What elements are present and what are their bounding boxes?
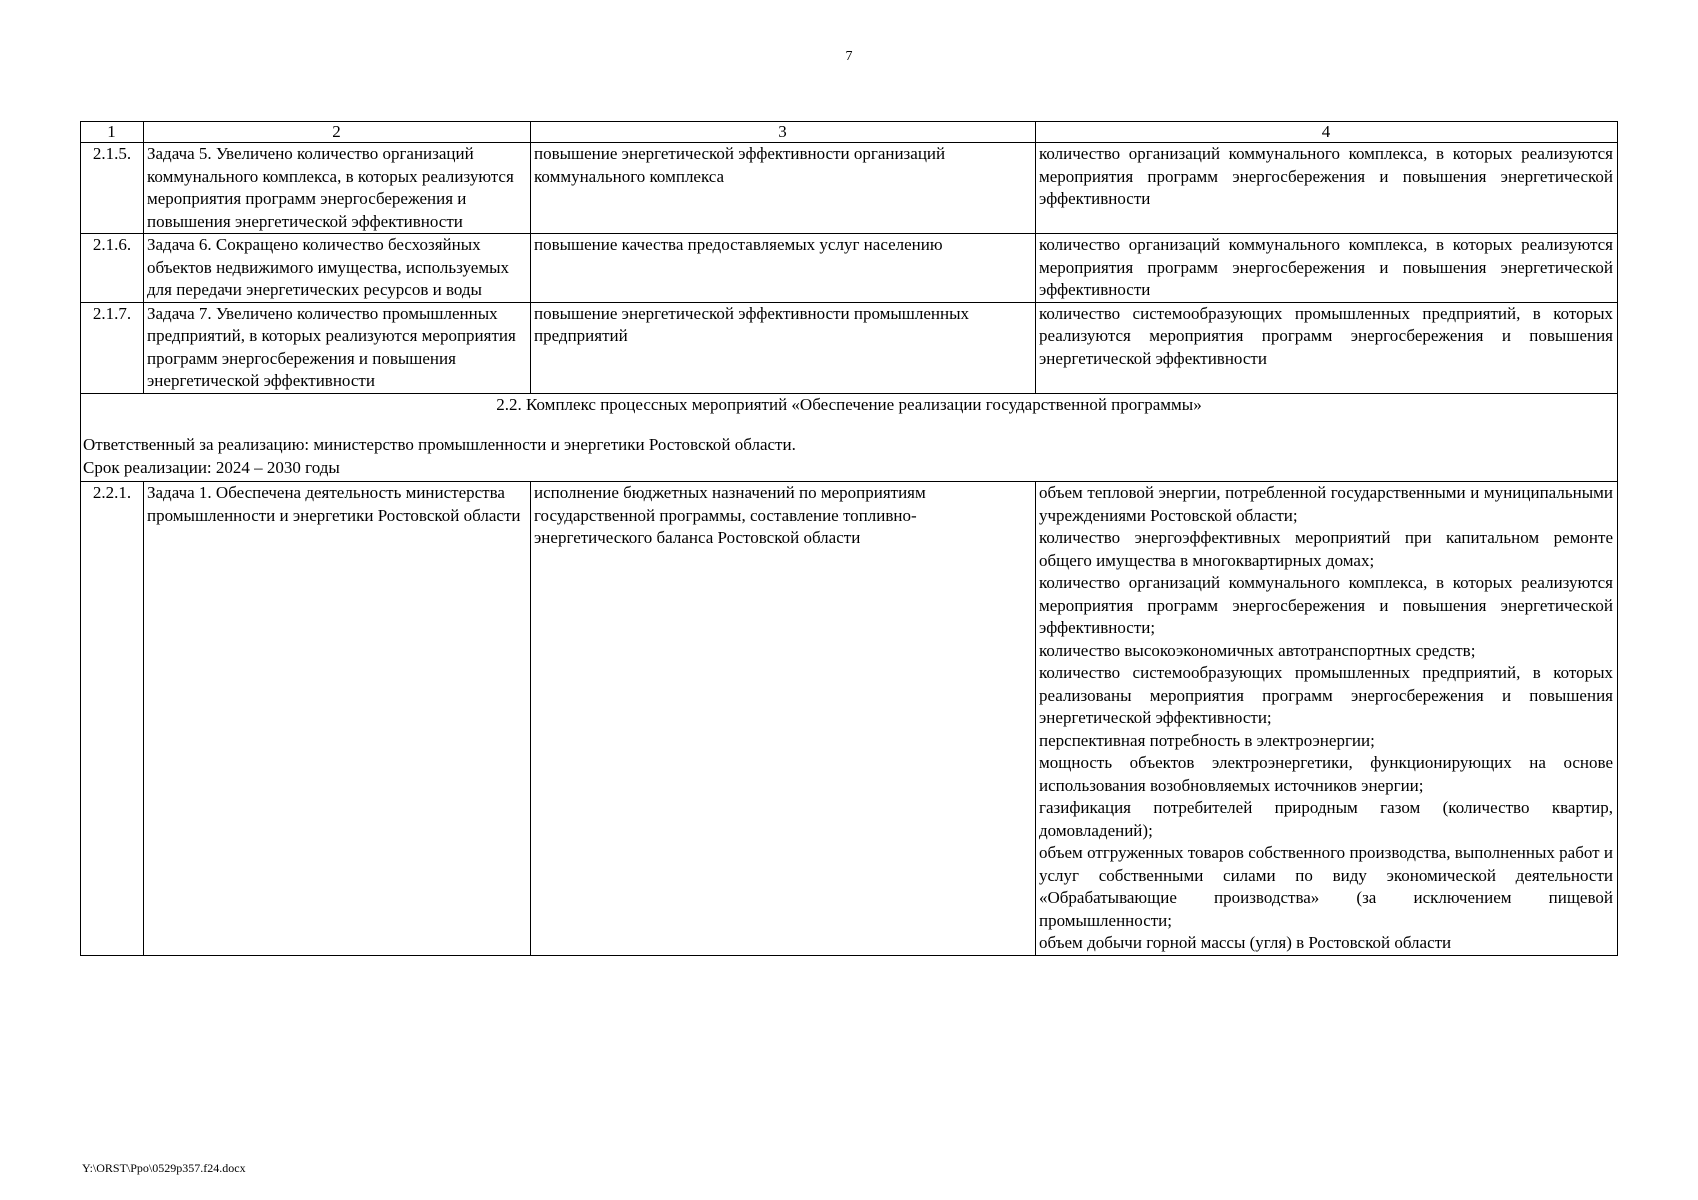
table-body [81, 122, 1618, 956]
row-number: 2.2.1. [81, 482, 144, 956]
indicator-item: количество организаций коммунального комплекса, в которых реализуются мероприятия программ энергосбережения и повышения энергетической эффективности; [1039, 573, 1613, 637]
page-number: 7 [845, 49, 853, 64]
indicator-item: объем тепловой энергии, потребленной государственными и муниципальными учреждениями Ростовской области; [1039, 483, 1613, 525]
indicator-item: перспективная потребность в электроэнергии; [1039, 730, 1375, 750]
indicator-item: количество системообразующих промышленных предприятий, в которых реализуются мероприятия программ энергосбережения и повышения энергетической эффективности [1039, 303, 1613, 368]
task-cell: Задача 1. Обеспечена деятельность министерства промышленности и энергетики Ростовской области [144, 482, 531, 956]
task-cell: Задача 5. Увеличено количество организаций коммунального комплекса, в которых реализуются мероприятия программ энергосбережения и повышения энергетической эффективности [144, 143, 531, 234]
table-row [81, 482, 1618, 956]
table-row [81, 143, 1618, 234]
header-cell-4: 4 [1036, 122, 1618, 143]
indicator-item: количество системообразующих промышленных предприятий, в которых реализованы мероприятия программ энергосбережения и повышения энергетической эффективности; [1039, 663, 1613, 727]
indicators-cell [1036, 302, 1618, 393]
indicator-item: количество организаций коммунального комплекса, в которых реализуются мероприятия программ энергосбережения и повышения энергетической эффективности [1039, 144, 1613, 208]
effect-cell: исполнение бюджетных назначений по мероприятиям государственной программы, составление топливно-энергетического баланса Ростовской области [531, 482, 1036, 956]
footer-file-path: Y:\ORST\Ppo\0529p357.f24.docx [82, 1161, 246, 1175]
indicators-cell [1036, 234, 1618, 303]
section-gap [83, 416, 1615, 434]
row-number: 2.1.5. [81, 143, 144, 234]
table-row [81, 302, 1618, 393]
section-responsible: Ответственный за реализацию: министерство промышленности и энергетики Ростовской области. [83, 435, 796, 454]
section-cell [81, 393, 1618, 482]
header-row [81, 122, 1618, 143]
indicator-item: мощность объектов электроэнергетики, функционирующих на основе использования возобновляемых источников энергии; [1039, 753, 1613, 795]
task-cell: Задача 7. Увеличено количество промышленных предприятий, в которых реализуются мероприятия программ энергосбережения и повышения энергетической эффективности [144, 302, 531, 393]
indicators-cell [1036, 143, 1618, 234]
header-cell-2: 2 [144, 122, 531, 143]
indicators-cell [1036, 482, 1618, 956]
indicator-item: объем отгруженных товаров собственного производства, выполненных работ и услуг собственными силами по виду экономической деятельности «Обрабатывающие производства» (за исключением пищевой промышленности; [1039, 843, 1613, 930]
section-title: 2.2. Комплекс процессных мероприятий «Обеспечение реализации государственной программы» [496, 394, 1202, 414]
indicator-item: газификация потребителей природным газом (количество квартир, домовладений); [1039, 798, 1613, 840]
header-cell-1: 1 [81, 122, 144, 143]
effect-cell: повышение качества предоставляемых услуг населению [531, 234, 1036, 303]
program-table [80, 121, 1618, 956]
section-term: Срок реализации: 2024 – 2030 годы [83, 457, 340, 477]
row-number: 2.1.7. [81, 302, 144, 393]
row-number: 2.1.6. [81, 234, 144, 303]
table-row [81, 234, 1618, 303]
indicator-item: объем добычи горной массы (угля) в Ростовской области [1039, 933, 1452, 952]
indicator-item: количество энергоэффективных мероприятий при капитальном ремонте общего имущества в многоквартирных домах; [1039, 528, 1613, 570]
indicator-item: количество высокоэкономичных автотранспортных средств; [1039, 640, 1476, 660]
indicator-item: количество организаций коммунального комплекса, в которых реализуются мероприятия программ энергосбережения и повышения энергетической эффективности [1039, 235, 1613, 299]
section-row [81, 393, 1618, 482]
effect-cell: повышение энергетической эффективности организаций коммунального комплекса [531, 143, 1036, 234]
effect-cell: повышение энергетической эффективности промышленных предприятий [531, 302, 1036, 393]
header-cell-3: 3 [531, 122, 1036, 143]
task-cell: Задача 6. Сокращено количество бесхозяйных объектов недвижимого имущества, используемых для передачи энергетических ресурсов и воды [144, 234, 531, 303]
